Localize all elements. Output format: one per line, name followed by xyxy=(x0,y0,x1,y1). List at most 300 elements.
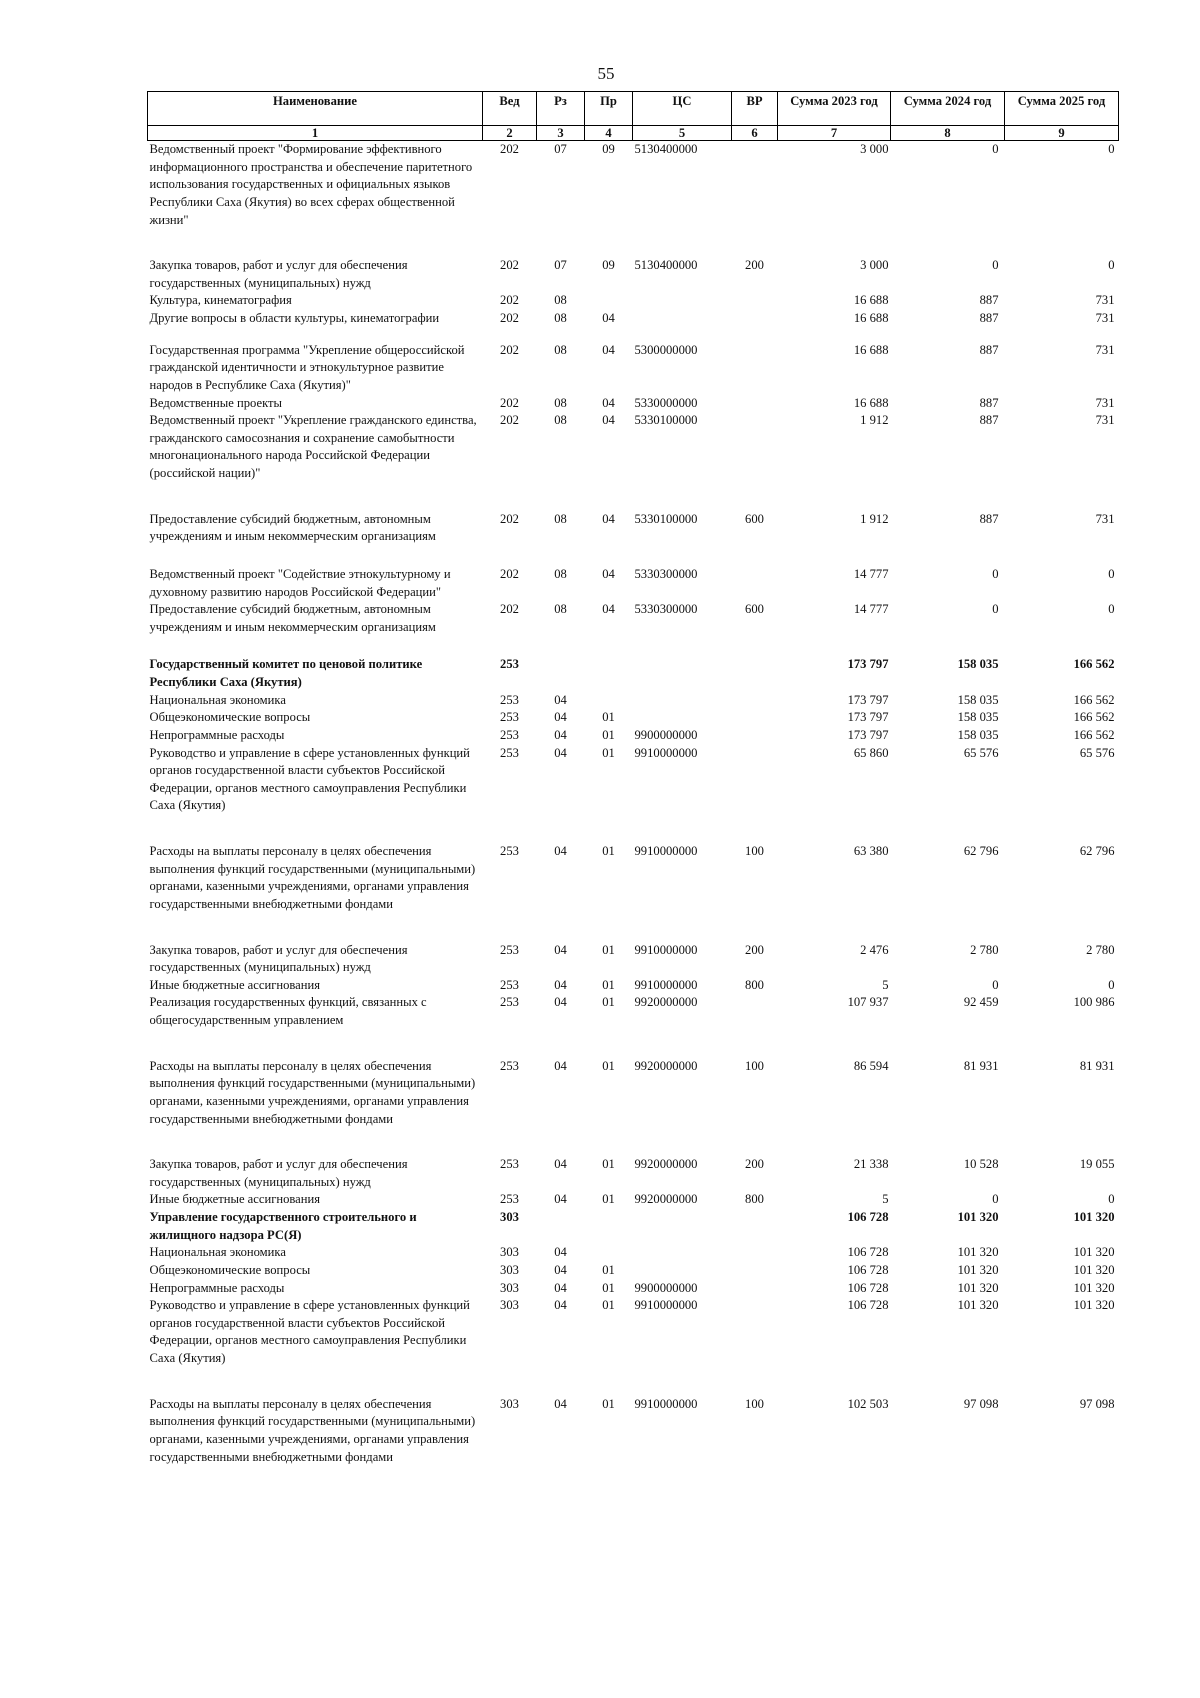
row-vr xyxy=(732,727,778,745)
row-sum-2023: 106 728 xyxy=(847,1245,889,1260)
table-row xyxy=(148,566,1119,601)
row-name: Непрограммные расходы xyxy=(149,1280,285,1295)
row-rz: 04 xyxy=(554,1396,567,1411)
row-vr: 100 xyxy=(745,1058,764,1073)
header-cs: ЦС xyxy=(633,92,732,126)
row-ved: 253 xyxy=(500,727,519,742)
row-sum-2023: 16 688 xyxy=(853,293,889,308)
row-pr: 01 xyxy=(602,1298,615,1313)
table-row xyxy=(148,977,1119,995)
row-sum-2024: 0 xyxy=(992,977,999,992)
table-row xyxy=(148,257,1119,292)
row-name: Государственный комитет по ценовой политике Республики Саха (Якутия) xyxy=(149,657,423,689)
row-vr: 600 xyxy=(745,511,764,526)
row-sum-2024: 887 xyxy=(979,311,999,325)
row-sum-2024: 158 035 xyxy=(957,727,999,742)
row-rz: 04 xyxy=(554,1280,567,1295)
row-pr xyxy=(585,1244,633,1262)
table-row xyxy=(148,1191,1119,1209)
row-rz: 04 xyxy=(554,995,567,1010)
row-cs: 5330300000 xyxy=(634,602,698,617)
row-ved: 303 xyxy=(500,1245,519,1260)
row-name: Ведомственный проект "Формирование эффективного информационного пространства и обеспечение паритетного использования государственных и официальных языков Республики Саха (Якутия) во всех сферах общественной жизни" xyxy=(149,142,473,227)
row-cs: 5130400000 xyxy=(634,142,698,156)
row-sum-2023: 16 688 xyxy=(853,395,889,410)
column-number: 8 xyxy=(891,126,1005,141)
table-row xyxy=(148,342,1119,395)
row-sum-2024: 887 xyxy=(979,511,999,526)
row-sum-2024: 0 xyxy=(992,142,999,156)
row-vr: 200 xyxy=(745,942,764,957)
row-sum-2025: 0 xyxy=(1108,602,1115,617)
row-sum-2025: 101 320 xyxy=(1073,1210,1115,1224)
row-vr xyxy=(732,566,778,601)
row-pr: 01 xyxy=(602,844,615,858)
row-name: Национальная экономика xyxy=(149,692,286,707)
row-sum-2023: 86 594 xyxy=(853,1058,889,1073)
row-vr xyxy=(732,656,778,691)
row-cs xyxy=(633,709,732,727)
row-sum-2025: 166 562 xyxy=(1073,692,1115,707)
row-sum-2024: 158 035 xyxy=(957,657,999,672)
header-sum-2024: Сумма 2024 год xyxy=(891,92,1005,126)
table-row xyxy=(148,395,1119,413)
row-vr xyxy=(732,1262,778,1280)
row-sum-2023: 5 xyxy=(882,977,889,992)
row-vr: 200 xyxy=(745,258,764,273)
page-number: 55 xyxy=(597,64,615,83)
row-name: Ведомственные проекты xyxy=(149,395,282,410)
header-sum-2023: Сумма 2023 год xyxy=(778,92,891,126)
row-rz: 04 xyxy=(554,692,567,707)
row-pr: 04 xyxy=(602,395,615,410)
table-row xyxy=(148,511,1119,566)
row-sum-2024: 158 035 xyxy=(957,692,999,707)
row-sum-2025: 731 xyxy=(1095,342,1115,357)
row-ved: 202 xyxy=(500,258,519,273)
row-name: Управление государственного строительного и жилищного надзора РС(Я) xyxy=(149,1210,417,1242)
row-sum-2024: 65 576 xyxy=(963,745,999,760)
budget-table xyxy=(147,91,1119,1466)
row-rz: 04 xyxy=(554,1262,567,1277)
row-name: Другие вопросы в области культуры, кинематографии xyxy=(149,311,440,325)
row-pr: 04 xyxy=(602,342,615,357)
table-row xyxy=(148,942,1119,977)
row-pr: 04 xyxy=(602,566,615,581)
row-sum-2025: 0 xyxy=(1108,1192,1115,1207)
table-row xyxy=(148,141,1119,258)
row-cs: 9900000000 xyxy=(634,727,698,742)
table-row xyxy=(148,843,1119,942)
row-sum-2023: 3 000 xyxy=(860,142,889,156)
row-cs: 5300000000 xyxy=(634,342,698,357)
table-row xyxy=(148,727,1119,745)
row-vr: 600 xyxy=(745,602,764,617)
column-number: 2 xyxy=(483,126,537,141)
table-row xyxy=(148,1244,1119,1262)
row-vr xyxy=(732,692,778,710)
row-sum-2023: 106 728 xyxy=(847,1298,889,1313)
row-sum-2025: 19 055 xyxy=(1079,1157,1115,1172)
row-ved: 303 xyxy=(500,1210,519,1224)
header-row xyxy=(148,92,1119,126)
row-cs: 5130400000 xyxy=(634,258,698,273)
row-rz: 08 xyxy=(554,511,567,526)
row-sum-2025: 81 931 xyxy=(1079,1058,1115,1073)
row-vr xyxy=(732,745,778,844)
row-name: Руководство и управление в сфере установленных функций органов государственной власти субъектов Российской Федерации, органов местного самоуправления Республики Саха (Якутия) xyxy=(149,1298,470,1365)
row-pr: 01 xyxy=(602,710,615,725)
row-sum-2023: 106 728 xyxy=(847,1210,889,1224)
row-sum-2024: 10 528 xyxy=(963,1157,999,1172)
row-pr: 01 xyxy=(602,1262,615,1277)
row-ved: 253 xyxy=(500,657,519,672)
row-cs: 9920000000 xyxy=(634,995,698,1010)
row-rz: 04 xyxy=(554,1157,567,1172)
row-sum-2023: 65 860 xyxy=(853,745,889,760)
table-row xyxy=(148,994,1119,1057)
row-ved: 202 xyxy=(500,293,519,308)
row-sum-2023: 16 688 xyxy=(853,342,889,357)
row-name: Общеэкономические вопросы xyxy=(149,710,311,725)
row-sum-2025: 0 xyxy=(1108,258,1115,273)
row-sum-2025: 731 xyxy=(1095,311,1115,325)
row-rz: 04 xyxy=(554,1192,567,1207)
column-number: 1 xyxy=(148,126,483,141)
row-sum-2025: 731 xyxy=(1095,413,1115,428)
row-ved: 202 xyxy=(500,413,519,428)
row-name: Общеэкономические вопросы xyxy=(149,1262,311,1277)
row-ved: 253 xyxy=(500,995,519,1010)
row-sum-2025: 166 562 xyxy=(1073,710,1115,725)
table-row xyxy=(148,656,1119,691)
row-ved: 202 xyxy=(500,142,519,156)
column-number: 9 xyxy=(1005,126,1119,141)
row-name: Руководство и управление в сфере установленных функций органов государственной власти субъектов Российской Федерации, органов местного самоуправления Республики Саха (Якутия) xyxy=(149,745,470,813)
table-row xyxy=(148,1156,1119,1191)
row-sum-2023: 106 728 xyxy=(847,1262,889,1277)
row-sum-2023: 3 000 xyxy=(860,258,889,273)
row-vr xyxy=(732,709,778,727)
row-name: Закупка товаров, работ и услуг для обеспечения государственных (муниципальных) нужд xyxy=(149,942,408,975)
row-sum-2024: 2 780 xyxy=(970,942,999,957)
row-name: Закупка товаров, работ и услуг для обеспечения государственных (муниципальных) нужд xyxy=(149,258,408,290)
row-pr: 04 xyxy=(602,602,615,617)
row-sum-2024: 101 320 xyxy=(957,1280,999,1295)
row-vr: 200 xyxy=(745,1157,764,1172)
row-sum-2025: 731 xyxy=(1095,395,1115,410)
row-name: Предоставление субсидий бюджетным, автономным учреждениям и иным некоммерческим организациям xyxy=(149,511,436,544)
row-cs: 9910000000 xyxy=(634,745,698,760)
row-ved: 253 xyxy=(500,710,519,725)
row-ved: 202 xyxy=(500,602,519,617)
row-name: Расходы на выплаты персоналу в целях обеспечения выполнения функций государственными (муниципальными) органами, казенными учреждениями, органами управления государственными внебюджетными фондами xyxy=(149,1396,476,1464)
row-name: Предоставление субсидий бюджетным, автономным учреждениям и иным некоммерческим организациям xyxy=(149,602,436,634)
row-ved: 303 xyxy=(500,1298,519,1313)
row-ved: 202 xyxy=(500,311,519,325)
row-rz: 07 xyxy=(554,142,567,156)
table-row xyxy=(148,709,1119,727)
row-cs: 9920000000 xyxy=(634,1157,698,1172)
row-pr: 01 xyxy=(602,942,615,957)
column-number: 4 xyxy=(585,126,633,141)
row-sum-2025: 0 xyxy=(1108,566,1115,581)
row-sum-2024: 0 xyxy=(992,258,999,273)
row-vr xyxy=(732,310,778,342)
header-ved: Вед xyxy=(483,92,537,126)
row-vr: 100 xyxy=(745,844,764,858)
row-sum-2023: 63 380 xyxy=(853,844,889,858)
header-rz: Рз xyxy=(537,92,585,126)
row-ved: 253 xyxy=(500,1058,519,1073)
row-cs: 5330100000 xyxy=(634,413,698,428)
row-sum-2024: 0 xyxy=(992,1192,999,1207)
row-rz: 08 xyxy=(554,566,567,581)
header-sum-2025: Сумма 2025 год xyxy=(1005,92,1119,126)
row-rz xyxy=(537,1209,585,1244)
row-cs: 9900000000 xyxy=(634,1280,698,1295)
row-ved: 253 xyxy=(500,692,519,707)
row-rz: 04 xyxy=(554,727,567,742)
row-rz: 08 xyxy=(554,413,567,428)
row-cs xyxy=(633,1262,732,1280)
row-name: Реализация государственных функций, связанных с общегосударственным управлением xyxy=(149,995,427,1027)
row-ved: 303 xyxy=(500,1262,519,1277)
row-vr: 800 xyxy=(745,1192,764,1207)
row-pr xyxy=(585,692,633,710)
row-name: Расходы на выплаты персоналу в целях обеспечения выполнения функций государственными (муниципальными) органами, казенными учреждениями, органами управления государственными внебюджетными фондами xyxy=(149,1058,476,1126)
row-sum-2024: 101 320 xyxy=(957,1262,999,1277)
row-vr xyxy=(732,342,778,395)
table-row xyxy=(148,601,1119,656)
table-row xyxy=(148,1262,1119,1280)
row-cs xyxy=(633,1244,732,1262)
row-pr: 01 xyxy=(602,1058,615,1073)
row-sum-2023: 173 797 xyxy=(847,727,889,742)
row-vr xyxy=(732,1244,778,1262)
row-rz: 08 xyxy=(554,602,567,617)
row-ved: 303 xyxy=(500,1396,519,1411)
row-rz: 04 xyxy=(554,942,567,957)
row-pr: 04 xyxy=(602,511,615,526)
row-pr: 01 xyxy=(602,1192,615,1207)
row-vr xyxy=(732,994,778,1057)
row-cs: 5330100000 xyxy=(634,511,698,526)
row-cs: 9910000000 xyxy=(634,942,698,957)
row-rz: 08 xyxy=(554,342,567,357)
row-ved: 253 xyxy=(500,942,519,957)
row-pr: 01 xyxy=(602,727,615,742)
row-sum-2025: 100 986 xyxy=(1073,995,1115,1010)
row-rz: 04 xyxy=(554,1298,567,1313)
row-rz: 07 xyxy=(554,258,567,273)
row-pr: 04 xyxy=(602,311,615,325)
row-pr xyxy=(585,1209,633,1244)
row-sum-2025: 0 xyxy=(1108,142,1115,156)
row-sum-2025: 166 562 xyxy=(1073,727,1115,742)
row-sum-2025: 97 098 xyxy=(1079,1396,1115,1411)
row-cs: 9910000000 xyxy=(634,977,698,992)
row-pr: 01 xyxy=(602,1157,615,1172)
row-rz: 08 xyxy=(554,293,567,308)
row-vr xyxy=(732,1280,778,1298)
row-sum-2025: 166 562 xyxy=(1073,657,1115,672)
row-sum-2024: 887 xyxy=(979,293,999,308)
header-name: Наименование xyxy=(148,92,483,126)
row-rz: 04 xyxy=(554,844,567,858)
row-sum-2023: 1 912 xyxy=(860,413,889,428)
row-sum-2024: 81 931 xyxy=(963,1058,999,1073)
column-number: 3 xyxy=(537,126,585,141)
table-row xyxy=(148,310,1119,342)
row-ved: 253 xyxy=(500,745,519,760)
row-ved: 253 xyxy=(500,1157,519,1172)
row-pr: 01 xyxy=(602,977,615,992)
row-name: Государственная программа "Укрепление общероссийской гражданской идентичности и этнокультурное развитие народов в Республике Саха (Якутия)" xyxy=(149,342,465,392)
row-ved: 202 xyxy=(500,511,519,526)
header-vr: ВР xyxy=(732,92,778,126)
row-rz: 04 xyxy=(554,710,567,725)
row-vr xyxy=(732,1297,778,1396)
table-row xyxy=(148,292,1119,310)
row-sum-2024: 158 035 xyxy=(957,710,999,725)
row-sum-2024: 0 xyxy=(992,602,999,617)
row-cs: 9920000000 xyxy=(634,1058,698,1073)
row-pr: 01 xyxy=(602,745,615,760)
row-sum-2023: 106 728 xyxy=(847,1280,889,1295)
row-cs: 5330300000 xyxy=(634,566,698,581)
row-cs xyxy=(633,292,732,310)
row-cs: 5330000000 xyxy=(634,395,698,410)
row-vr: 100 xyxy=(745,1396,764,1411)
row-name: Непрограммные расходы xyxy=(149,727,285,742)
row-sum-2023: 173 797 xyxy=(847,710,889,725)
table-row xyxy=(148,692,1119,710)
row-cs: 9920000000 xyxy=(634,1192,698,1207)
row-vr xyxy=(732,141,778,258)
row-sum-2024: 101 320 xyxy=(957,1210,999,1224)
row-sum-2023: 14 777 xyxy=(853,566,889,581)
row-ved: 303 xyxy=(500,1280,519,1295)
row-name: Иные бюджетные ассигнования xyxy=(149,977,321,992)
row-pr: 01 xyxy=(602,995,615,1010)
row-cs xyxy=(633,656,732,691)
table-row xyxy=(148,1209,1119,1244)
row-ved: 202 xyxy=(500,395,519,410)
row-sum-2023: 107 937 xyxy=(847,995,889,1010)
row-sum-2025: 0 xyxy=(1108,977,1115,992)
row-sum-2025: 731 xyxy=(1095,511,1115,526)
row-name: Культура, кинематография xyxy=(149,293,292,308)
row-ved: 253 xyxy=(500,1192,519,1207)
row-sum-2025: 731 xyxy=(1095,293,1115,308)
row-rz: 04 xyxy=(554,977,567,992)
row-rz: 04 xyxy=(554,1058,567,1073)
row-name: Ведомственный проект "Содействие этнокультурному и духовному развитию народов Российской Федерации" xyxy=(149,566,451,599)
row-vr xyxy=(732,1209,778,1244)
row-pr: 04 xyxy=(602,413,615,428)
row-sum-2023: 1 912 xyxy=(860,511,889,526)
header-pr: Пр xyxy=(585,92,633,126)
row-name: Расходы на выплаты персоналу в целях обеспечения выполнения функций государственными (муниципальными) органами, казенными учреждениями, органами управления государственными внебюджетными фондами xyxy=(149,844,476,911)
row-vr: 800 xyxy=(745,977,764,992)
row-name: Ведомственный проект "Укрепление гражданского единства, гражданского самосознания и сохранение самобытности многонационального народа Российской Федерации (российской нации)" xyxy=(149,413,477,480)
row-sum-2024: 0 xyxy=(992,566,999,581)
row-cs xyxy=(633,692,732,710)
row-sum-2023: 16 688 xyxy=(853,311,889,325)
row-sum-2025: 2 780 xyxy=(1086,942,1115,957)
row-sum-2025: 101 320 xyxy=(1073,1280,1115,1295)
row-cs: 9910000000 xyxy=(634,844,698,858)
row-rz xyxy=(537,656,585,691)
row-rz: 08 xyxy=(554,311,567,325)
row-rz: 04 xyxy=(554,1245,567,1260)
row-sum-2023: 21 338 xyxy=(853,1157,889,1172)
table-row xyxy=(148,1297,1119,1396)
row-sum-2024: 887 xyxy=(979,413,999,428)
table-row xyxy=(148,1058,1119,1157)
row-ved: 253 xyxy=(500,844,519,858)
row-sum-2023: 14 777 xyxy=(853,602,889,617)
row-pr xyxy=(585,292,633,310)
table-row xyxy=(148,412,1119,511)
row-sum-2024: 101 320 xyxy=(957,1298,999,1313)
row-pr: 01 xyxy=(602,1280,615,1295)
column-number: 7 xyxy=(778,126,891,141)
row-vr xyxy=(732,395,778,413)
row-cs: 9910000000 xyxy=(634,1396,698,1411)
row-sum-2023: 5 xyxy=(882,1192,889,1207)
row-pr: 01 xyxy=(602,1396,615,1411)
row-sum-2024: 101 320 xyxy=(957,1245,999,1260)
row-sum-2025: 101 320 xyxy=(1073,1298,1115,1313)
column-number: 5 xyxy=(633,126,732,141)
row-cs xyxy=(633,310,732,342)
row-pr xyxy=(585,656,633,691)
row-name: Национальная экономика xyxy=(149,1245,286,1260)
row-sum-2023: 173 797 xyxy=(847,657,889,672)
row-pr: 09 xyxy=(602,142,615,156)
row-ved: 202 xyxy=(500,342,519,357)
row-ved: 202 xyxy=(500,566,519,581)
table-row xyxy=(148,1396,1119,1467)
row-sum-2024: 97 098 xyxy=(963,1396,999,1411)
row-sum-2023: 173 797 xyxy=(847,692,889,707)
table-body xyxy=(148,141,1119,1467)
row-sum-2025: 62 796 xyxy=(1079,844,1115,858)
table-row xyxy=(148,745,1119,844)
row-name: Иные бюджетные ассигнования xyxy=(149,1192,321,1207)
row-vr xyxy=(732,292,778,310)
row-rz: 08 xyxy=(554,395,567,410)
column-number: 6 xyxy=(732,126,778,141)
row-sum-2025: 101 320 xyxy=(1073,1262,1115,1277)
row-ved: 253 xyxy=(500,977,519,992)
row-sum-2024: 62 796 xyxy=(963,844,999,858)
row-rz: 04 xyxy=(554,745,567,760)
column-number-row xyxy=(148,126,1119,141)
row-sum-2025: 101 320 xyxy=(1073,1245,1115,1260)
row-sum-2025: 65 576 xyxy=(1079,745,1115,760)
row-name: Закупка товаров, работ и услуг для обеспечения государственных (муниципальных) нужд xyxy=(149,1157,408,1189)
row-sum-2024: 92 459 xyxy=(963,995,999,1010)
row-pr: 09 xyxy=(602,258,615,273)
row-sum-2023: 102 503 xyxy=(847,1396,889,1411)
row-sum-2024: 887 xyxy=(979,395,999,410)
row-vr xyxy=(732,412,778,511)
row-sum-2023: 2 476 xyxy=(860,942,889,957)
row-sum-2024: 887 xyxy=(979,342,999,357)
